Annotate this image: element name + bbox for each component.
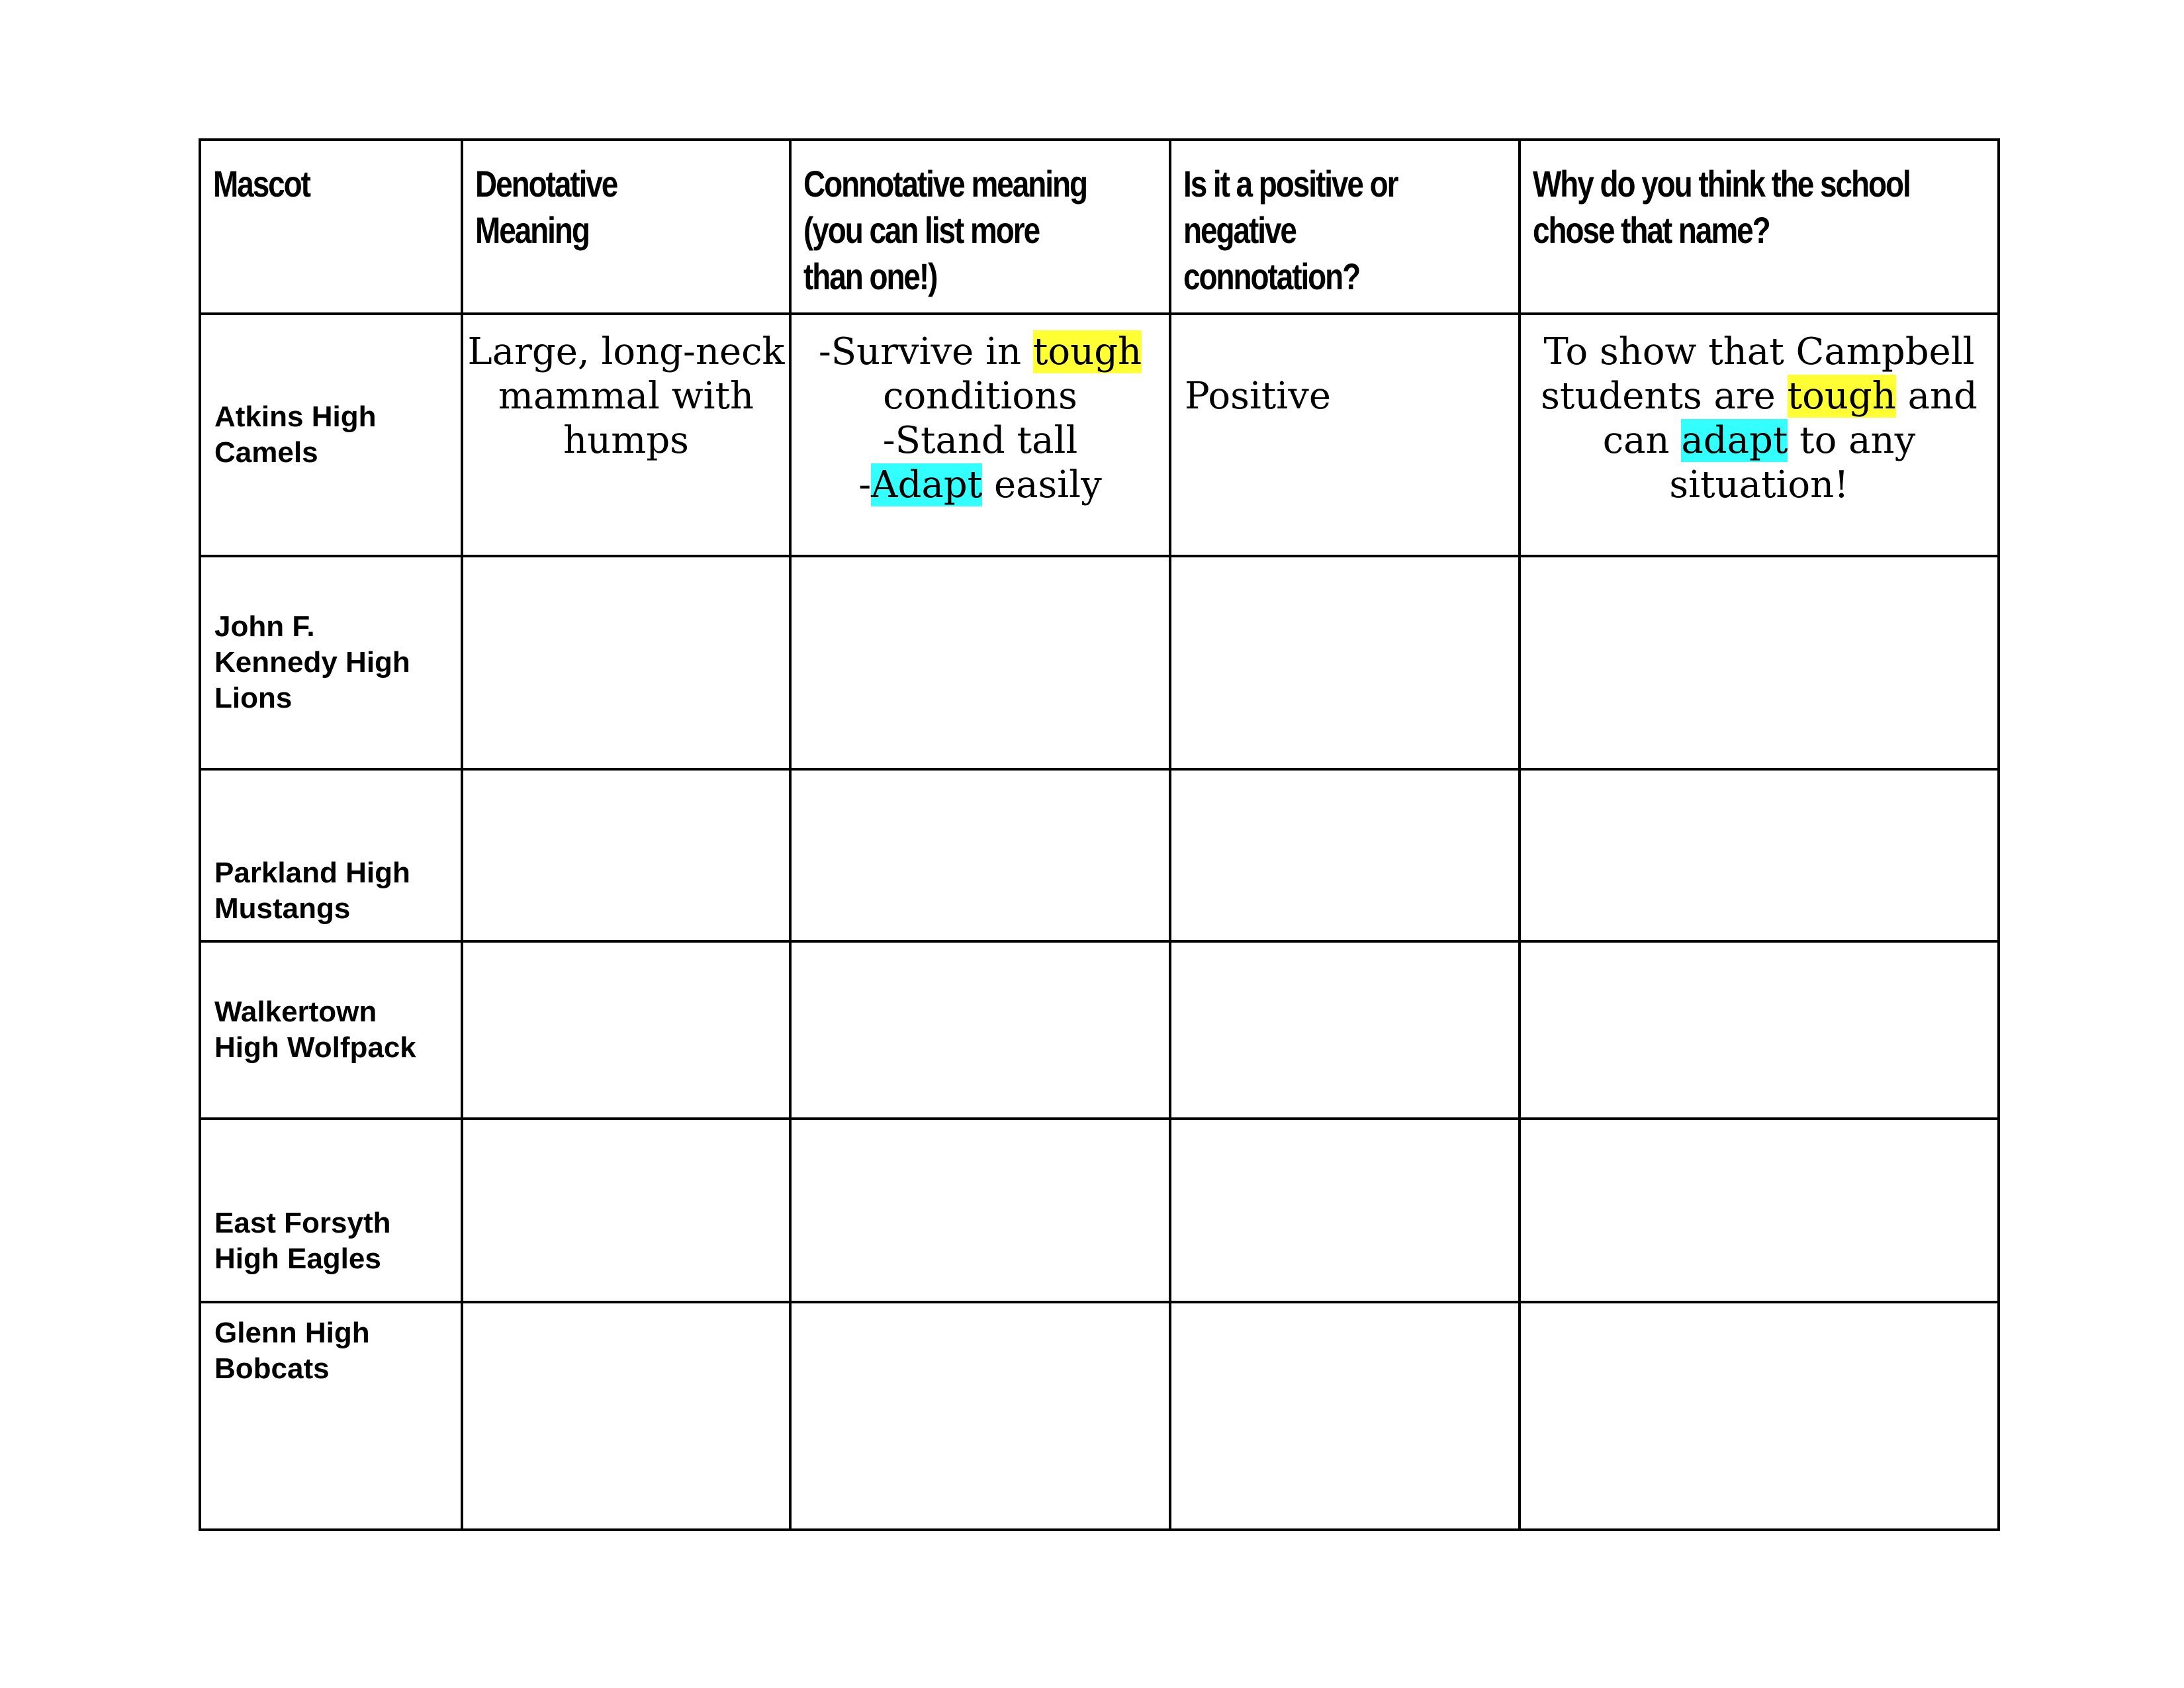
mascot-name-line: Mustangs (214, 892, 351, 925)
connotative-text: -Survive in (818, 330, 1033, 373)
connotative-text: - (858, 463, 872, 506)
mascot-name-line: Camels (214, 436, 318, 469)
why-text-line (1521, 374, 1997, 418)
why-text: to any (1788, 419, 1916, 462)
mascot-name-line: Atkins High (214, 400, 377, 433)
denotative-cell[interactable] (462, 941, 790, 1119)
why-text-line (1521, 418, 1997, 463)
connotative-cell[interactable] (790, 314, 1170, 556)
header-positive-line: connotation? (1183, 256, 1360, 297)
header-denotative-line: Denotative (475, 163, 617, 205)
connotative-text: easily (982, 463, 1102, 506)
header-why-name (1520, 140, 1999, 314)
positive-negative-cell[interactable] (1170, 769, 1520, 941)
mascot-cell (200, 941, 462, 1119)
positive-negative-cell[interactable] (1170, 314, 1520, 556)
header-row (200, 140, 1999, 314)
mascot-cell (200, 314, 462, 556)
mascot-name-line: Glenn High (214, 1317, 370, 1349)
highlight-adapt: adapt (1681, 419, 1788, 462)
why-text: students are (1541, 375, 1788, 418)
mascot-name-line: High Wolfpack (214, 1031, 416, 1064)
connotative-text-line: conditions (883, 375, 1077, 418)
header-why-line: Why do you think the school (1533, 163, 1910, 205)
connotative-text-line: -Stand tall (882, 419, 1078, 462)
positive-negative-cell[interactable] (1170, 941, 1520, 1119)
why-text-line: situation! (1669, 463, 1849, 506)
connotative-text-line (792, 330, 1169, 374)
header-positive-negative (1170, 140, 1520, 314)
why-text-line: To show that Campbell (1543, 330, 1975, 373)
mascot-name-line: Bobcats (214, 1352, 330, 1385)
why-text: can (1602, 419, 1682, 462)
mascot-name-line: High Eagles (214, 1243, 381, 1275)
table-row (200, 314, 1999, 556)
positive-negative-cell[interactable] (1170, 1119, 1520, 1302)
highlight-tough: tough (1787, 375, 1896, 418)
table-row (200, 1302, 1999, 1530)
why-cell[interactable] (1520, 769, 1999, 941)
table-row (200, 941, 1999, 1119)
denotative-text-line: humps (563, 419, 689, 462)
header-positive-line: Is it a positive or (1183, 163, 1398, 205)
header-mascot (200, 140, 462, 314)
positive-negative-cell[interactable] (1170, 556, 1520, 769)
mascot-connotation-table (199, 138, 2000, 1531)
why-cell[interactable] (1520, 941, 1999, 1119)
denotative-cell[interactable] (462, 769, 790, 941)
connotative-cell[interactable] (790, 1119, 1170, 1302)
header-connotative-line: than one!) (803, 256, 937, 297)
connotative-cell[interactable] (790, 941, 1170, 1119)
table-row (200, 1119, 1999, 1302)
denotative-cell[interactable] (462, 1302, 790, 1530)
why-cell[interactable] (1520, 1119, 1999, 1302)
why-cell[interactable] (1520, 1302, 1999, 1530)
mascot-cell (200, 1119, 462, 1302)
table-row (200, 769, 1999, 941)
mascot-name-line: Kennedy High (214, 646, 410, 679)
highlight-tough: tough (1032, 330, 1142, 373)
why-cell[interactable] (1520, 314, 1999, 556)
connotative-cell[interactable] (790, 769, 1170, 941)
denotative-cell[interactable] (462, 1119, 790, 1302)
header-mascot-text: Mascot (213, 163, 310, 205)
why-cell[interactable] (1520, 556, 1999, 769)
mascot-name-line: East Forsyth (214, 1207, 391, 1239)
denotative-cell[interactable] (462, 556, 790, 769)
header-connotative-meaning (790, 140, 1170, 314)
mascot-cell (200, 769, 462, 941)
mascot-name-line: Parkland High (214, 857, 410, 889)
denotative-text-line: Large, long-neck (467, 330, 785, 373)
header-connotative-line: Connotative meaning (803, 163, 1087, 205)
header-why-line: chose that name? (1533, 209, 1770, 251)
connotative-text-line (792, 463, 1169, 507)
mascot-cell (200, 1302, 462, 1530)
header-denotative-line: Meaning (475, 209, 589, 251)
mascot-name-line: Walkertown (214, 996, 377, 1028)
mascot-name-line: Lions (214, 682, 293, 714)
connotative-cell[interactable] (790, 1302, 1170, 1530)
denotative-cell[interactable] (462, 314, 790, 556)
highlight-adapt: Adapt (871, 463, 983, 506)
denotative-text-line: mammal with (498, 375, 754, 418)
positive-text: Positive (1185, 375, 1331, 418)
connotative-cell[interactable] (790, 556, 1170, 769)
table-row (200, 556, 1999, 769)
why-text: and (1895, 375, 1978, 418)
positive-negative-cell[interactable] (1170, 1302, 1520, 1530)
mascot-name-line: John F. (214, 610, 315, 643)
header-positive-line: negative (1183, 209, 1296, 251)
header-denotative-meaning (462, 140, 790, 314)
header-connotative-line: (you can list more (803, 209, 1040, 251)
mascot-cell (200, 556, 462, 769)
